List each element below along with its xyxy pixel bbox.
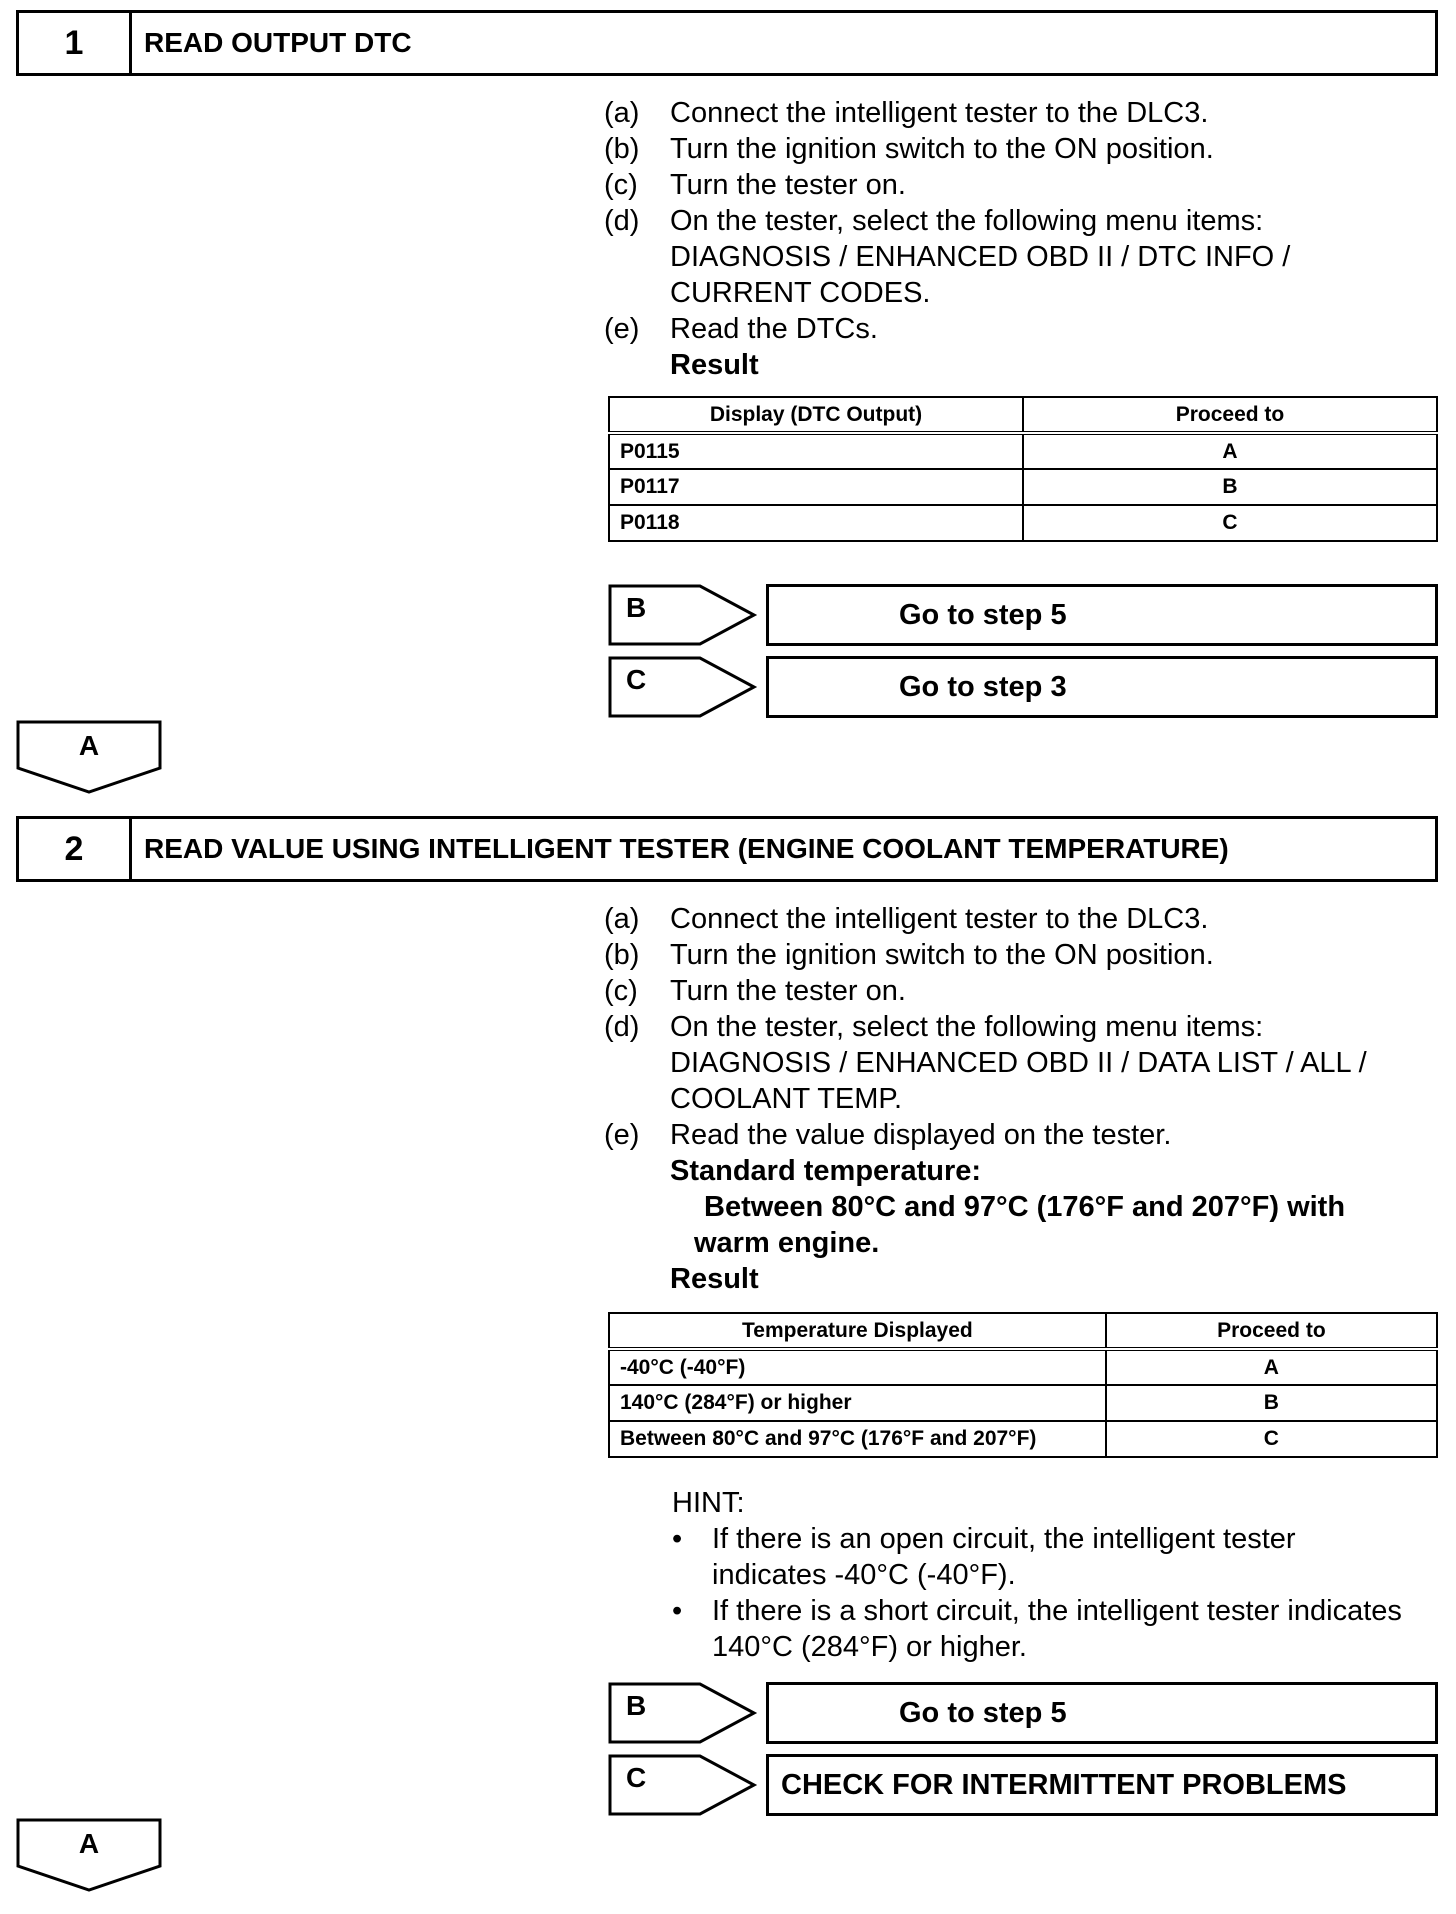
branch-c[interactable]	[608, 656, 1438, 718]
branch-label: B	[626, 1690, 647, 1721]
table-cell: Between 80°C and 97°C (176°F and 207°F)	[609, 1421, 1106, 1457]
table-cell: B	[1106, 1385, 1437, 1421]
next-step-label: A	[78, 730, 100, 761]
step-1-header	[16, 10, 1438, 76]
step-2-instructions	[604, 901, 1444, 1297]
standard-label: Standard temperature:	[670, 1155, 982, 1187]
temperature-result-table	[608, 1312, 1438, 1458]
branch-b[interactable]	[608, 1682, 1438, 1744]
standard-value: Between 80°C and 97°C (176°F and 207°F) with	[704, 1191, 1346, 1223]
table-row	[609, 1349, 1437, 1385]
column-header: Proceed to	[1023, 397, 1437, 433]
branch-c[interactable]	[608, 1754, 1438, 1816]
step-1-instructions	[604, 95, 1444, 383]
step-number: 2	[19, 819, 132, 879]
table-cell: C	[1023, 505, 1437, 541]
instruction-item: (c) Turn the tester on.	[604, 169, 906, 201]
table-cell: C	[1106, 1421, 1437, 1457]
step-title: READ OUTPUT DTC	[144, 27, 412, 58]
next-step-arrow[interactable]	[16, 720, 162, 794]
table-row	[609, 505, 1437, 541]
instruction-item: (e) Read the DTCs.	[604, 313, 878, 345]
hint-bullet-cont: indicates -40°C (-40°F).	[712, 1559, 1016, 1591]
table-row	[609, 1421, 1437, 1457]
column-header: Temperature Displayed	[609, 1313, 1106, 1349]
table-cell: B	[1023, 469, 1437, 505]
hint-bullet: • If there is a short circuit, the intelligent tester indicates	[672, 1595, 1402, 1627]
instruction-item: (a) Connect the intelligent tester to the DLC3.	[604, 903, 1209, 935]
table-cell: 140°C (284°F) or higher	[609, 1385, 1106, 1421]
table-cell: A	[1106, 1349, 1437, 1385]
instruction-item: DIAGNOSIS / ENHANCED OBD II / DATA LIST / ALL /	[670, 1047, 1367, 1079]
branch-b[interactable]	[608, 584, 1438, 646]
table-header-row	[609, 1313, 1437, 1349]
table-cell: -40°C (-40°F)	[609, 1349, 1106, 1385]
instruction-item: DIAGNOSIS / ENHANCED OBD II / DTC INFO /	[670, 241, 1291, 273]
dtc-result-table	[608, 396, 1438, 542]
table-row	[609, 433, 1437, 469]
bullet-icon: •	[672, 1595, 683, 1627]
branch-target: Go to step 3	[766, 656, 1438, 718]
table-row	[609, 1385, 1437, 1421]
result-label: Result	[670, 1263, 759, 1295]
step-title: READ VALUE USING INTELLIGENT TESTER (ENGINE COOLANT TEMPERATURE)	[144, 833, 1229, 864]
instruction-item: CURRENT CODES.	[670, 277, 931, 309]
branch-target: CHECK FOR INTERMITTENT PROBLEMS	[766, 1754, 1438, 1816]
instruction-item: (a) Connect the intelligent tester to the DLC3.	[604, 97, 1209, 129]
step-number: 1	[19, 13, 132, 73]
bullet-icon: •	[672, 1523, 683, 1555]
table-cell: A	[1023, 433, 1437, 469]
hint-title: HINT:	[672, 1487, 745, 1519]
instruction-item: (b) Turn the ignition switch to the ON position.	[604, 939, 1214, 971]
hint-bullet: • If there is an open circuit, the intelligent tester	[672, 1523, 1296, 1555]
hint-section	[672, 1485, 1452, 1665]
instruction-item: (c) Turn the tester on.	[604, 975, 906, 1007]
table-header-row	[609, 397, 1437, 433]
standard-value: warm engine.	[694, 1227, 880, 1259]
table-cell: P0118	[609, 505, 1023, 541]
branch-label: C	[626, 1762, 647, 1793]
instruction-item: (b) Turn the ignition switch to the ON position.	[604, 133, 1214, 165]
branch-target: Go to step 5	[766, 1682, 1438, 1744]
instruction-item: COOLANT TEMP.	[670, 1083, 903, 1115]
next-step-label: A	[78, 1828, 100, 1859]
branch-label: B	[626, 592, 647, 623]
next-step-arrow[interactable]	[16, 1818, 162, 1892]
table-cell: P0117	[609, 469, 1023, 505]
instruction-item: (d) On the tester, select the following menu items:	[604, 205, 1264, 237]
table-row	[609, 469, 1437, 505]
instruction-item: (d) On the tester, select the following menu items:	[604, 1011, 1264, 1043]
branch-target: Go to step 5	[766, 584, 1438, 646]
result-label: Result	[670, 349, 759, 381]
instruction-item: (e) Read the value displayed on the tester.	[604, 1119, 1172, 1151]
step-2-header	[16, 816, 1438, 882]
hint-bullet-cont: 140°C (284°F) or higher.	[712, 1631, 1027, 1663]
branch-label: C	[626, 664, 647, 695]
column-header: Proceed to	[1106, 1313, 1437, 1349]
table-cell: P0115	[609, 433, 1023, 469]
column-header: Display (DTC Output)	[609, 397, 1023, 433]
